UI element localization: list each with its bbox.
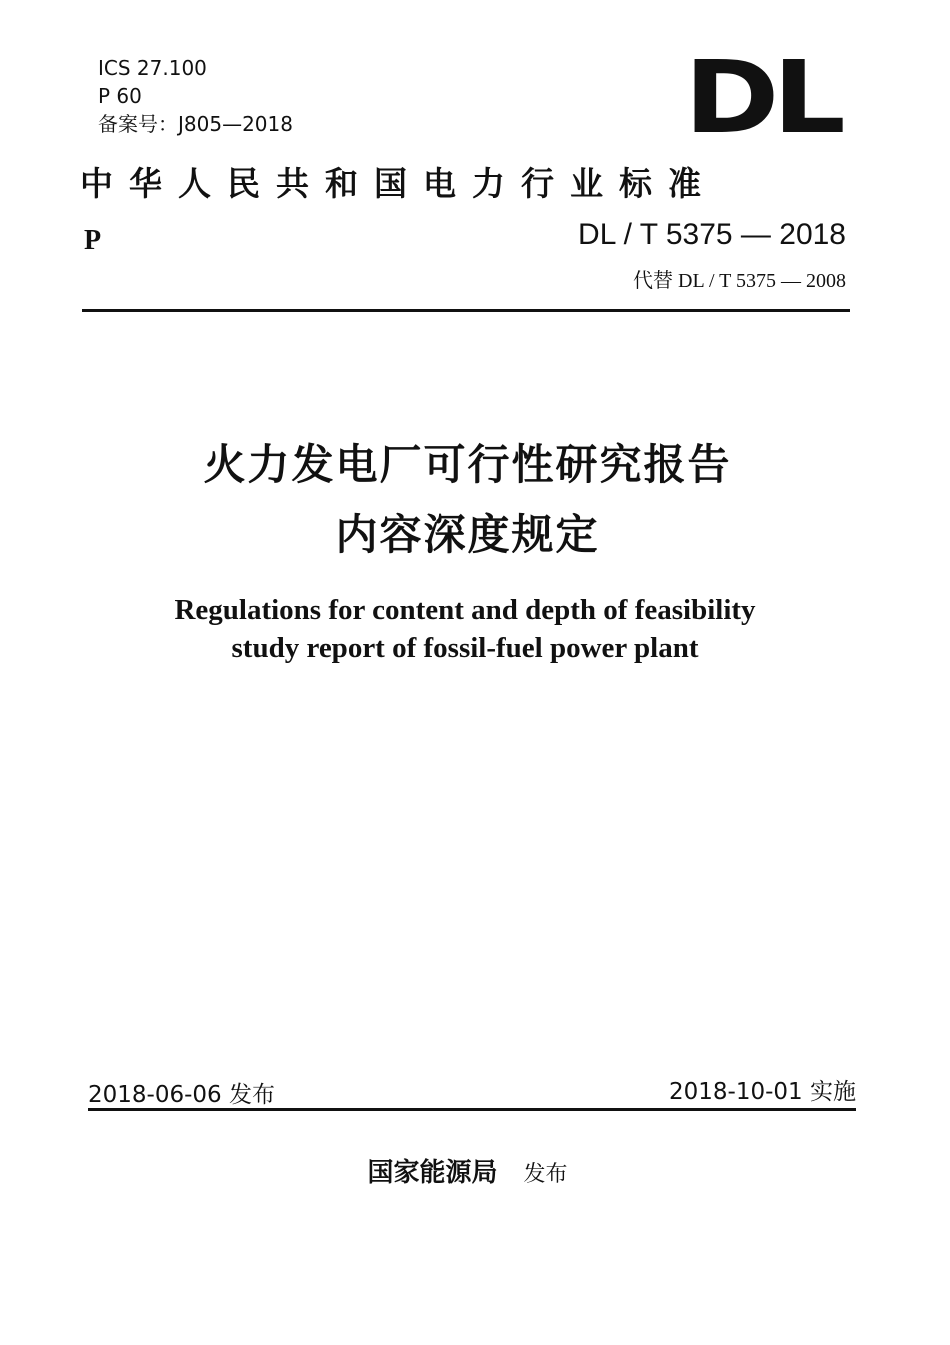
issuer-name: 国家能源局 bbox=[367, 1158, 498, 1188]
standard-code: DL / T 5375 — 2018 bbox=[578, 218, 846, 251]
issuer-verb: 发布 bbox=[523, 1162, 568, 1187]
ccs-code: P 60 bbox=[98, 84, 142, 108]
category-letter: P bbox=[84, 225, 102, 256]
header-divider bbox=[82, 309, 850, 312]
ics-code: ICS 27.100 bbox=[98, 56, 207, 80]
effective-date: 2018-10-01 实施 bbox=[669, 1079, 856, 1105]
dl-logo: DL bbox=[684, 39, 839, 156]
issuer bbox=[0, 1152, 935, 1189]
title-en-line1: Regulations for content and depth of feasibility bbox=[174, 594, 756, 626]
title-cn-line2: 内容深度规定 bbox=[335, 510, 600, 559]
footer-divider bbox=[88, 1108, 856, 1111]
industry-standard-heading: 中华人民共和国电力行业标准 bbox=[80, 164, 717, 203]
title-cn-line1: 火力发电厂可行性研究报告 bbox=[203, 440, 732, 489]
replaces-standard: 代替 DL / T 5375 — 2008 bbox=[633, 270, 846, 292]
record-number: 备案号：J805—2018 bbox=[98, 112, 293, 136]
publish-date: 2018-06-06 发布 bbox=[88, 1082, 275, 1108]
title-en-line2: study report of fossil-fuel power plant bbox=[231, 632, 699, 664]
